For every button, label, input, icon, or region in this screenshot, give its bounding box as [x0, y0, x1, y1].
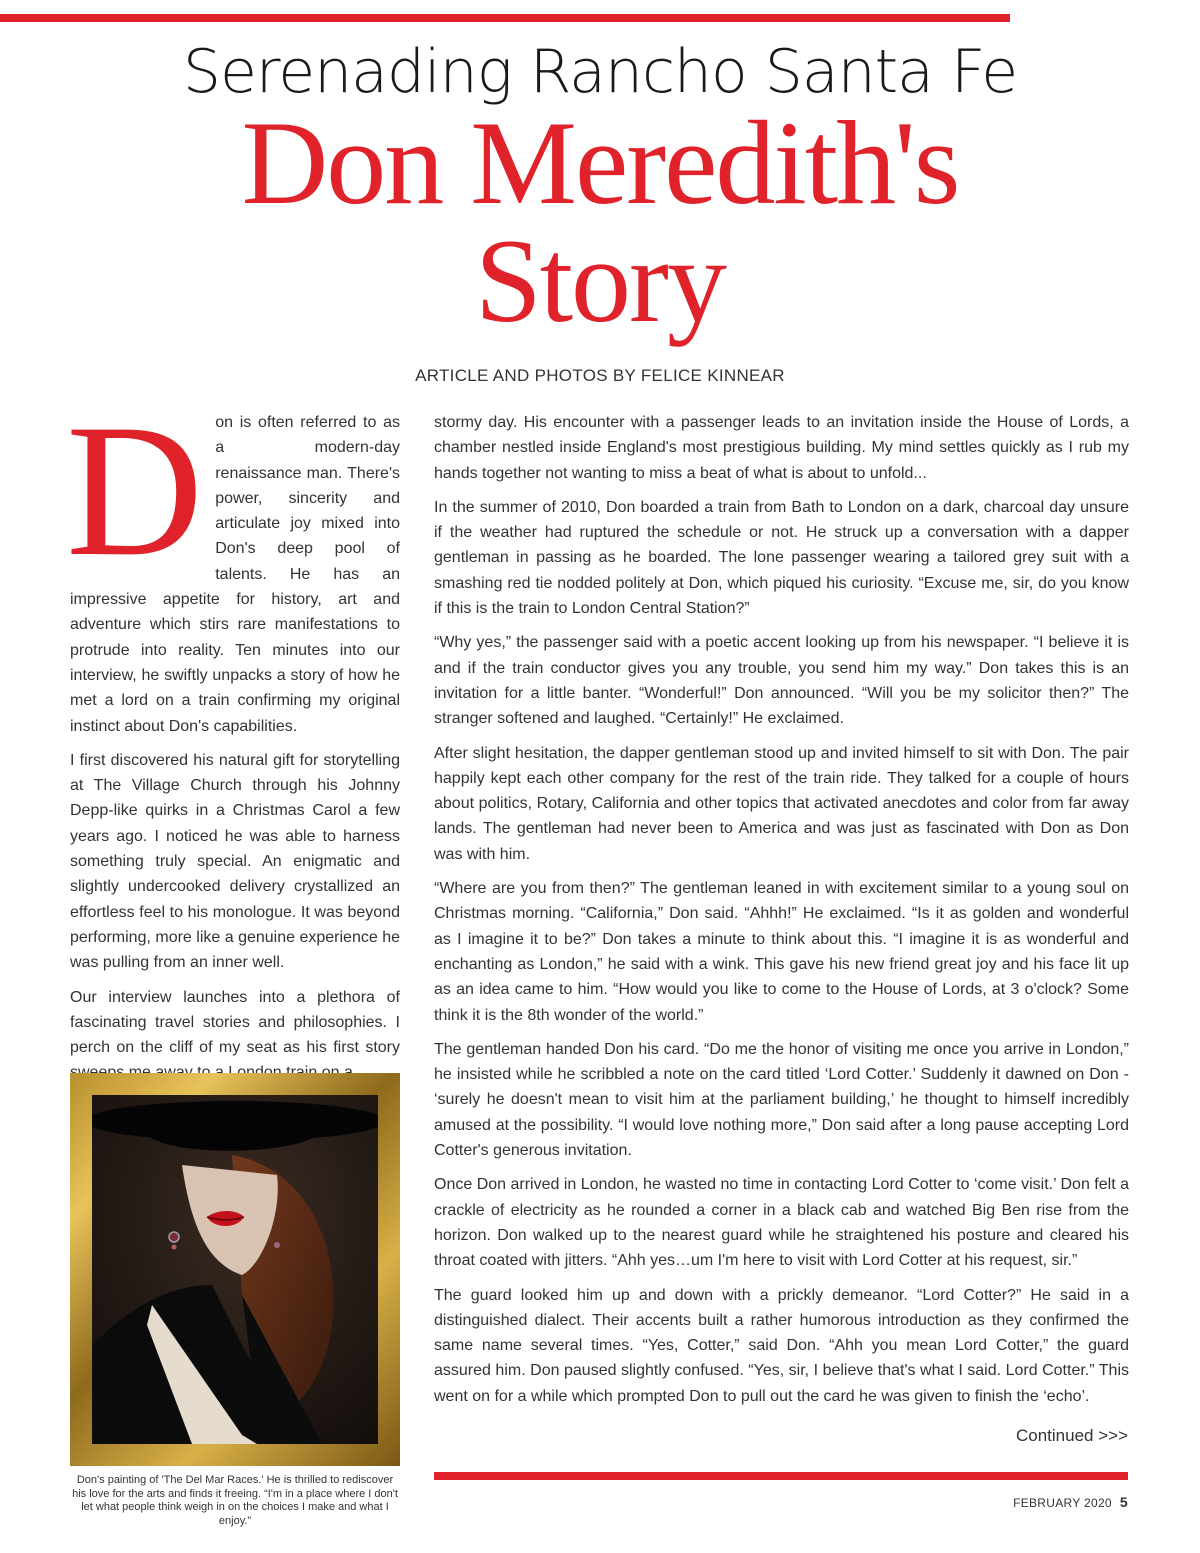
top-red-rule: [0, 14, 1010, 22]
paragraph: Our interview launches into a plethora of fascinating travel stories and philosophies. I perch on the cliff of my seat as his first story: [70, 988, 400, 1057]
painting-illustration: [92, 1095, 378, 1444]
paragraph: Once Don arrived in London, he wasted no time in contacting Lord Cotter to ‘come visit.’ Don felt a crackle of electricity as he rounded a corner in a black cab and watched Big Ben rise from the horizon. Don walked up to the nearest guard while he straightened his posture and cleared his throat coated with jitters. “Ahh yes…um I'm here to visit with Lord Cotter at his request, sir.”: [434, 1176, 1129, 1270]
bottom-red-rule: [434, 1472, 1128, 1480]
paragraph: “Where are you from then?” The gentleman leaned in with excitement similar to a young soul on Christmas morning. “California,” Don said. “Ahhh!” He exclaimed. “Is it as golden and wonderful as I imagine it to be?” Don takes a minute to think about this. “I imagine it is as wonderful and enchanting as London,” he said with a wink. This gave his new friend great joy and his face lit up as an idea came to him. “How would you like to come to the House of Lords, at 3 o'clock? Some think it is the 8th wonder of the world.”: [434, 880, 1129, 1024]
paragraph: [66, 386, 400, 739]
painting-canvas: [92, 1095, 378, 1444]
issue-date: FEBRUARY 2020: [1013, 1496, 1112, 1510]
paragraph-text: on is often referred to as a modern-day renaissance man. There's power, sincerity and articulate joy mixed into Don's deep pool of talents. He has an impressive appetite for history, art and adventure which stirs rare manifestations to protrude into reality. Ten minutes into our interview, he swiftly unpacks a story of how he met a lord on a train confirming my original instinct about Don's capabilities.: [70, 414, 400, 735]
paragraph: After slight hesitation, the dapper gentleman stood up and invited himself to sit with Don. The pair happily kept each other company for the rest of the train ride. They talked for a couple of hours about politics, Rotary, California and other topics that activated anecdotes and color from far away lands. The gentleman had never been to America and was just as fascinated with Don as Don was with him.: [434, 744, 1129, 863]
paragraph: The guard looked him up and down with a prickly demeanor. “Lord Cotter?” He said in a distinguished dialect. Their accents built a rather humorous introduction as they confirmed the same name several times. “Yes, Cotter,” said Don. “Ahh you mean Lord Cotter,” the guard assured him. Don paused slightly confused. “Yes, sir, I believe that's what I said. Lord Cotter.” This went on for a while which prompted Don to pull out the card he was given to finish the ‘echo’.: [434, 1286, 1129, 1405]
paragraph: In the summer of 2010, Don boarded a train from Bath to London on a dark, charcoal day unsure if the weather had ruptured the schedule or not. He struck up a conversation with a dapper gentleman in passing as he boarded. The lone passenger wearing a tailored grey suit with a smashing red tie nodded politely at Don, which piqued his curiosity. “Excuse me, sir, do you know if this is the train to London Central Station?”: [434, 498, 1129, 618]
page-number: 5: [1119, 1494, 1128, 1510]
section-kicker: Serenading Rancho Santa Fe: [182, 37, 1018, 107]
drop-cap: D: [66, 386, 204, 596]
paragraph: “Why yes,” the passenger said with a poetic accent looking up from his newspaper. “I believe it is and if the train conductor gives you any trouble, you send him my way.” Don takes this is an invitation for a little banter. “Wonderful!” Don announced. “Will you be my solicitor then?” The stranger softened and laughed. “Certainly!” He exclaimed.: [434, 634, 1129, 728]
left-column: [66, 386, 400, 1095]
article-headline: [0, 96, 1200, 347]
page-footer: [1013, 1494, 1128, 1510]
continued-link[interactable]: Continued >>>: [1015, 1426, 1128, 1445]
photo-caption: Don's painting of 'The Del Mar Races.' He is thrilled to rediscover his love for the arts and finds it freeing. “I'm in a place where I don't let what people think weigh in on the choices I make and what I enjoy.”: [72, 1474, 398, 1527]
right-column: [434, 410, 1129, 1418]
paragraph: stormy day. His encounter with a passenger leads to an invitation inside the House of Lords, a chamber nestled inside England's most prestigious building. My mind settles quickly as I rub my hands together not wanting to miss a beat of what is about to unfold...: [434, 414, 1129, 482]
headline-line-1: Don Meredith's: [241, 96, 959, 229]
painting-photo: [70, 1073, 400, 1466]
paragraph: The gentleman handed Don his card. “Do me the honor of visiting me once you arrive in London,” he insisted while he scribbled a note on the card titled ‘Lord Cotter.’ Suddenly it dawned on Don - ‘surely he doesn't mean to visit him at the parliament building,’ he thought to himself incredibly amused at the possibility. “I would love nothing more,” Don said after a long pause accepting Lord Cotter's generous invitation.: [434, 1040, 1129, 1160]
headline-line-2: Story: [474, 214, 726, 347]
paragraph: I first discovered his natural gift for storytelling at The Village Church through his Johnny Depp-like quirks in a Christmas Carol a few years ago. I noticed he was able to harness something truly special. An enigmatic and slightly undercooked delivery crystallized an effortless feel to his monologue. It was beyond performing, more like a genuine experience he was pulling from an inner well.: [70, 751, 400, 972]
byline: ARTICLE AND PHOTOS BY FELICE KINNEAR: [415, 366, 785, 385]
